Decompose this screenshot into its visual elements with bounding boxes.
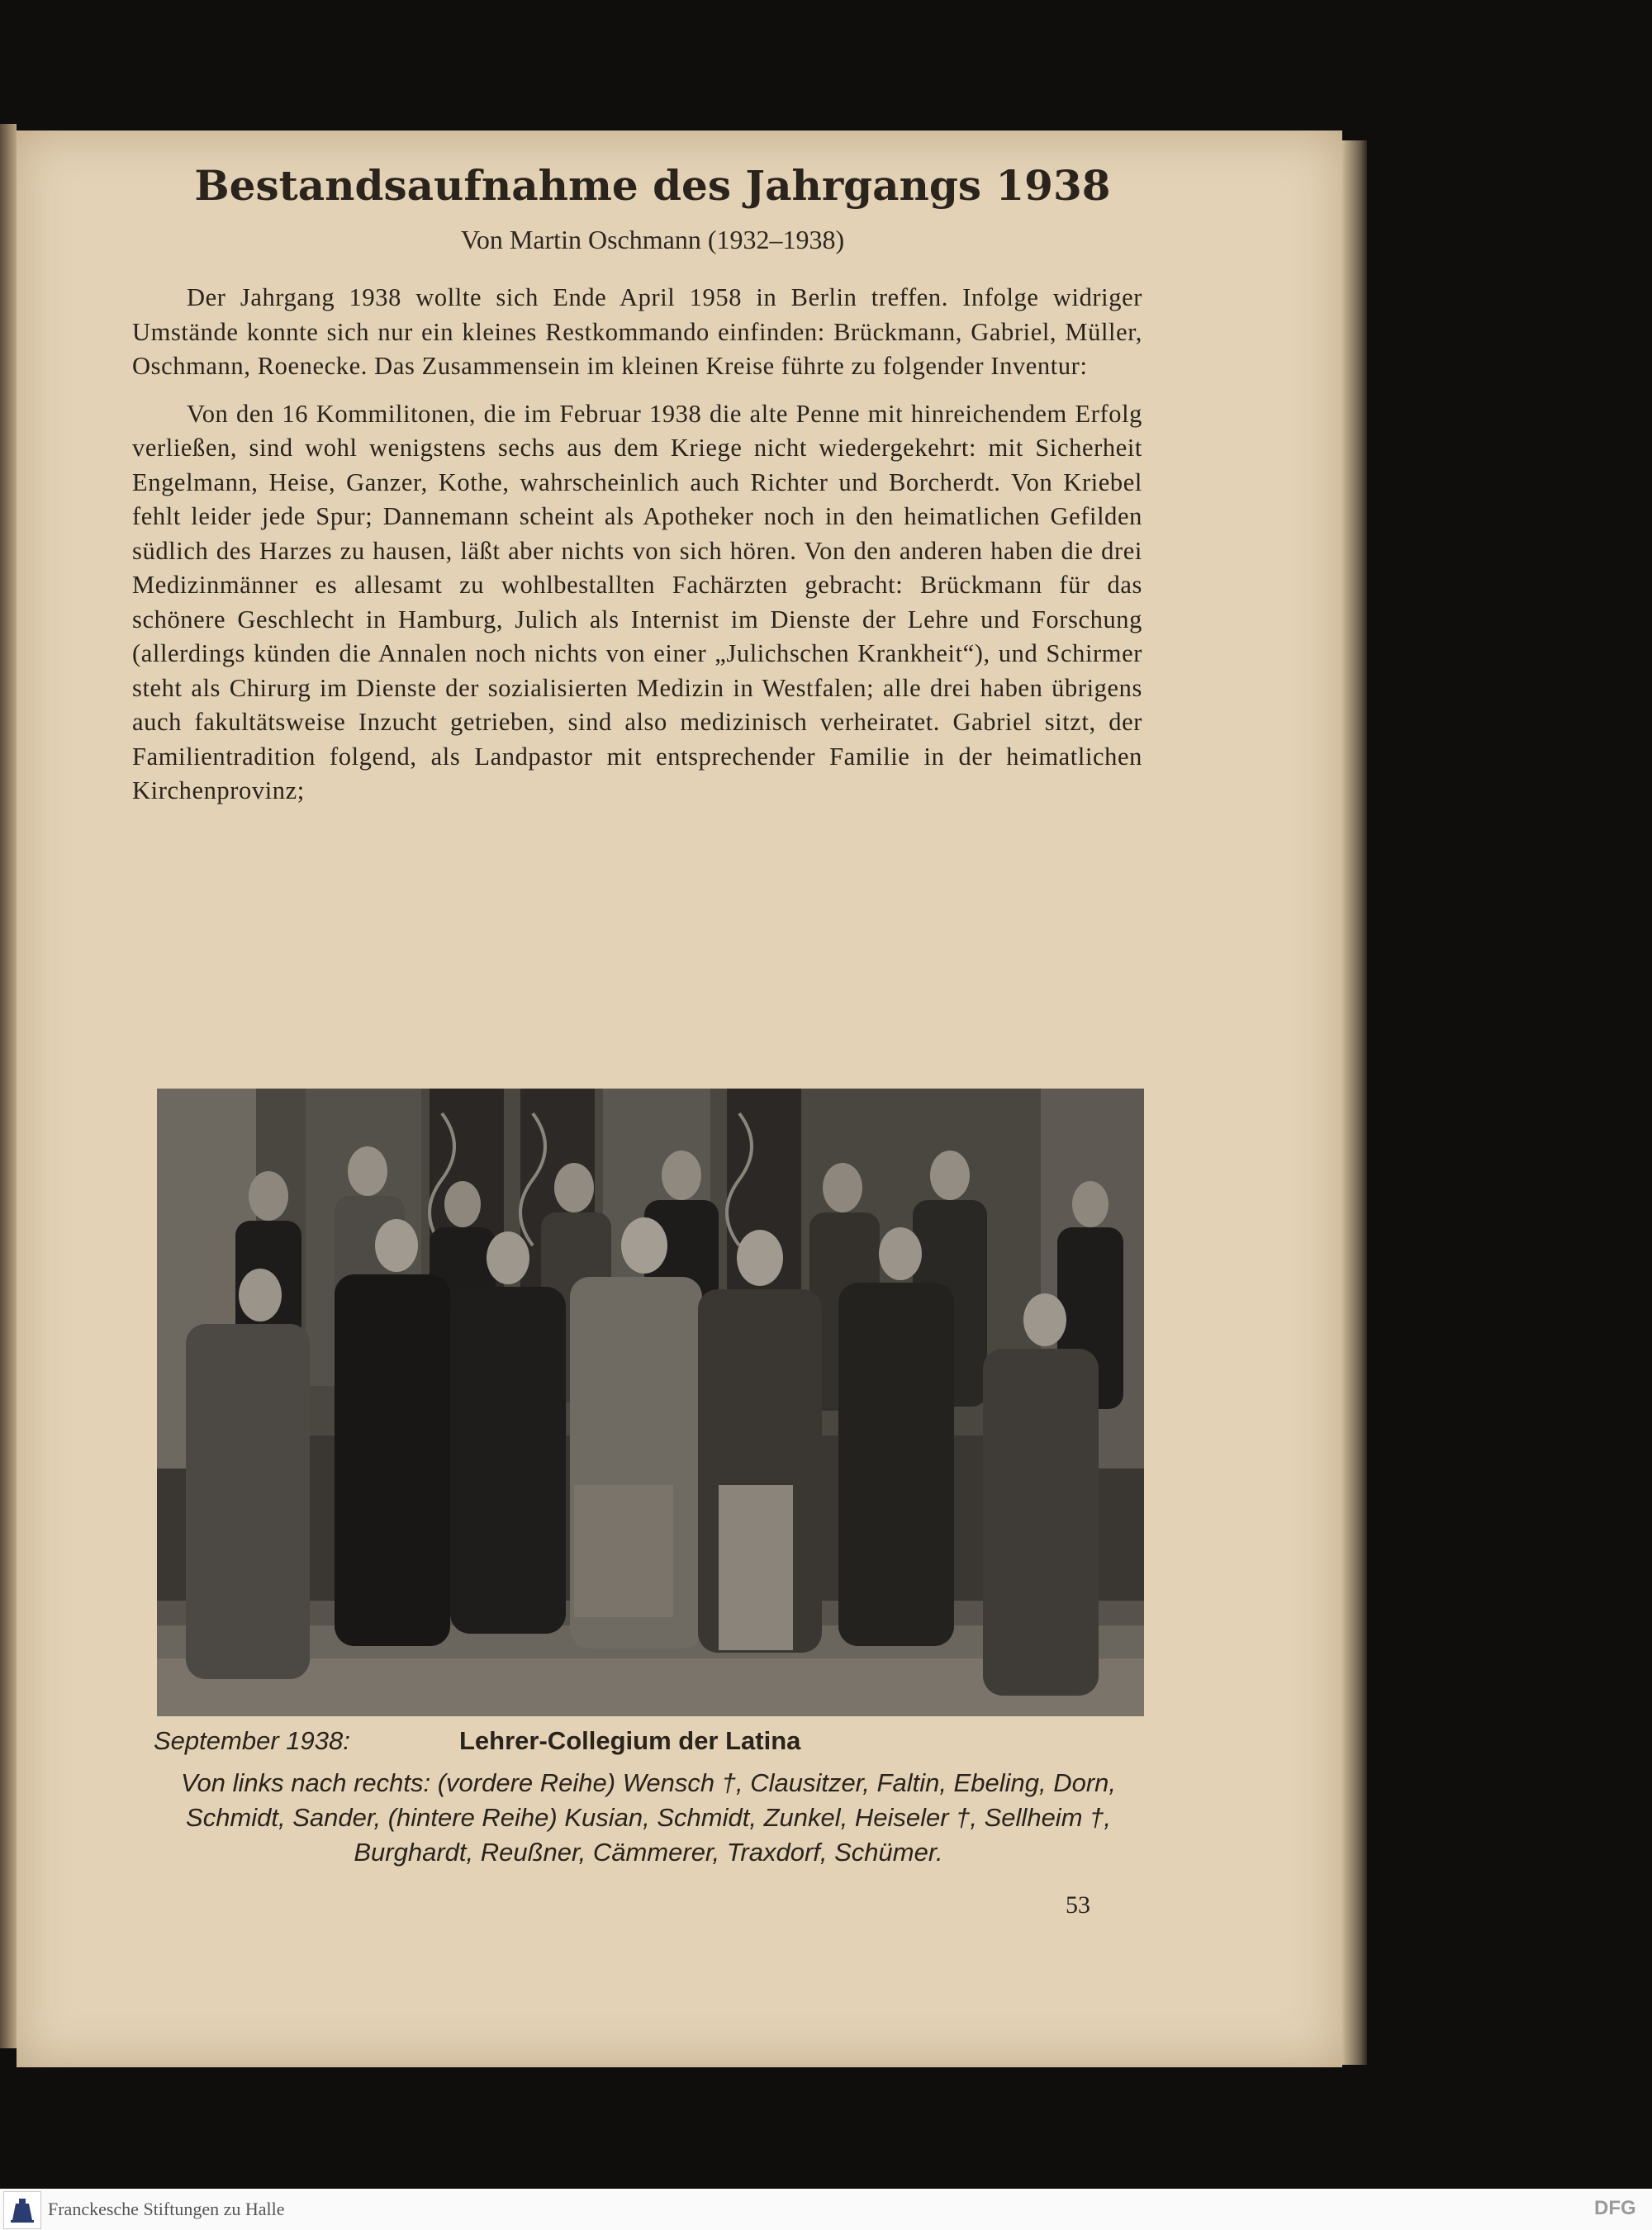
photo-caption-header [154,1726,1145,1756]
group-photo [157,1089,1144,1716]
paragraph-2: Von den 16 Kommilitonen, die im Februar 1938 die alte Penne mit hinreichendem Erfolg verließen, sind wohl wenigstens sechs aus dem Kriege nicht wiedergekehrt: mit Sicherheit Engelmann, Heise, Ganzer, Kothe, wahrscheinlich auch Richter und Borcherdt. Von Kriebel fehlt leider jede Spur; Dannemann scheint als Apotheker noch in den heimatlichen Gefilden südlich des Harzes zu hausen, läßt aber nichts von sich hören. Von den anderen haben die drei Medizinmänner es allesamt zu wohlbestallten Fachärzten gebracht: Brückmann für das schönere Geschlecht in Hamburg, Julich als Internist im Dienste der Lehre und Forschung (allerdings künden die Annalen noch nichts von einer „Julichschen Krankheit“), und Schirmer steht als Chirurg im Dienste der sozialisierten Medizin in Westfalen; alle drei haben übrigens auch fakultätsweise Inzucht getrieben, sind also medizinisch verheiratet. Gabriel sitzt, der Familientradition folgend, als Landpastor mit entsprechender Familie in der heimatlichen Kirchenprovinz; [132,399,1142,804]
article-byline: Von Martin Oschmann (1932–1938) [460,225,845,254]
article-body [132,281,1142,822]
page-edge-shadow [1342,140,1367,2065]
facing-page-edge [0,124,17,2048]
dfg-logo: DFG [1594,2197,1636,2219]
paragraph-1: Der Jahrgang 1938 wollte sich Ende April 1958 in Berlin treffen. Infolge widriger Umstände konnte sich nur ein kleines Restkommando einfinden: Brückmann, Gabriel, Müller, Oschmann, Roenecke. Das Zusammensein im kleinen Kreise führte zu folgender Inventur: [132,283,1142,380]
article-title: Bestandsaufnahme des Jahrgangs 1938 [194,161,1111,210]
photo-caption-names: Von links nach rechts: (vordere Reihe) Wensch †, Clausitzer, Faltin, Ebeling, Dorn, Schmidt, Sander, (hintere Reihe) Kusian, Schmidt, Zunkel, Heiseler †, Sellheim †, Burghardt, Reußner, Cämmerer, Traxdorf, Schümer. [180,1768,1116,1867]
photo-caption-title: Lehrer-Collegium der Latina [459,1726,801,1755]
photo-caption-date: September 1938: [154,1726,350,1755]
institution-logo[interactable] [3,2191,41,2229]
institution-name[interactable]: Franckesche Stiftungen zu Halle [48,2199,285,2219]
page-number: 53 [1066,1891,1090,1919]
